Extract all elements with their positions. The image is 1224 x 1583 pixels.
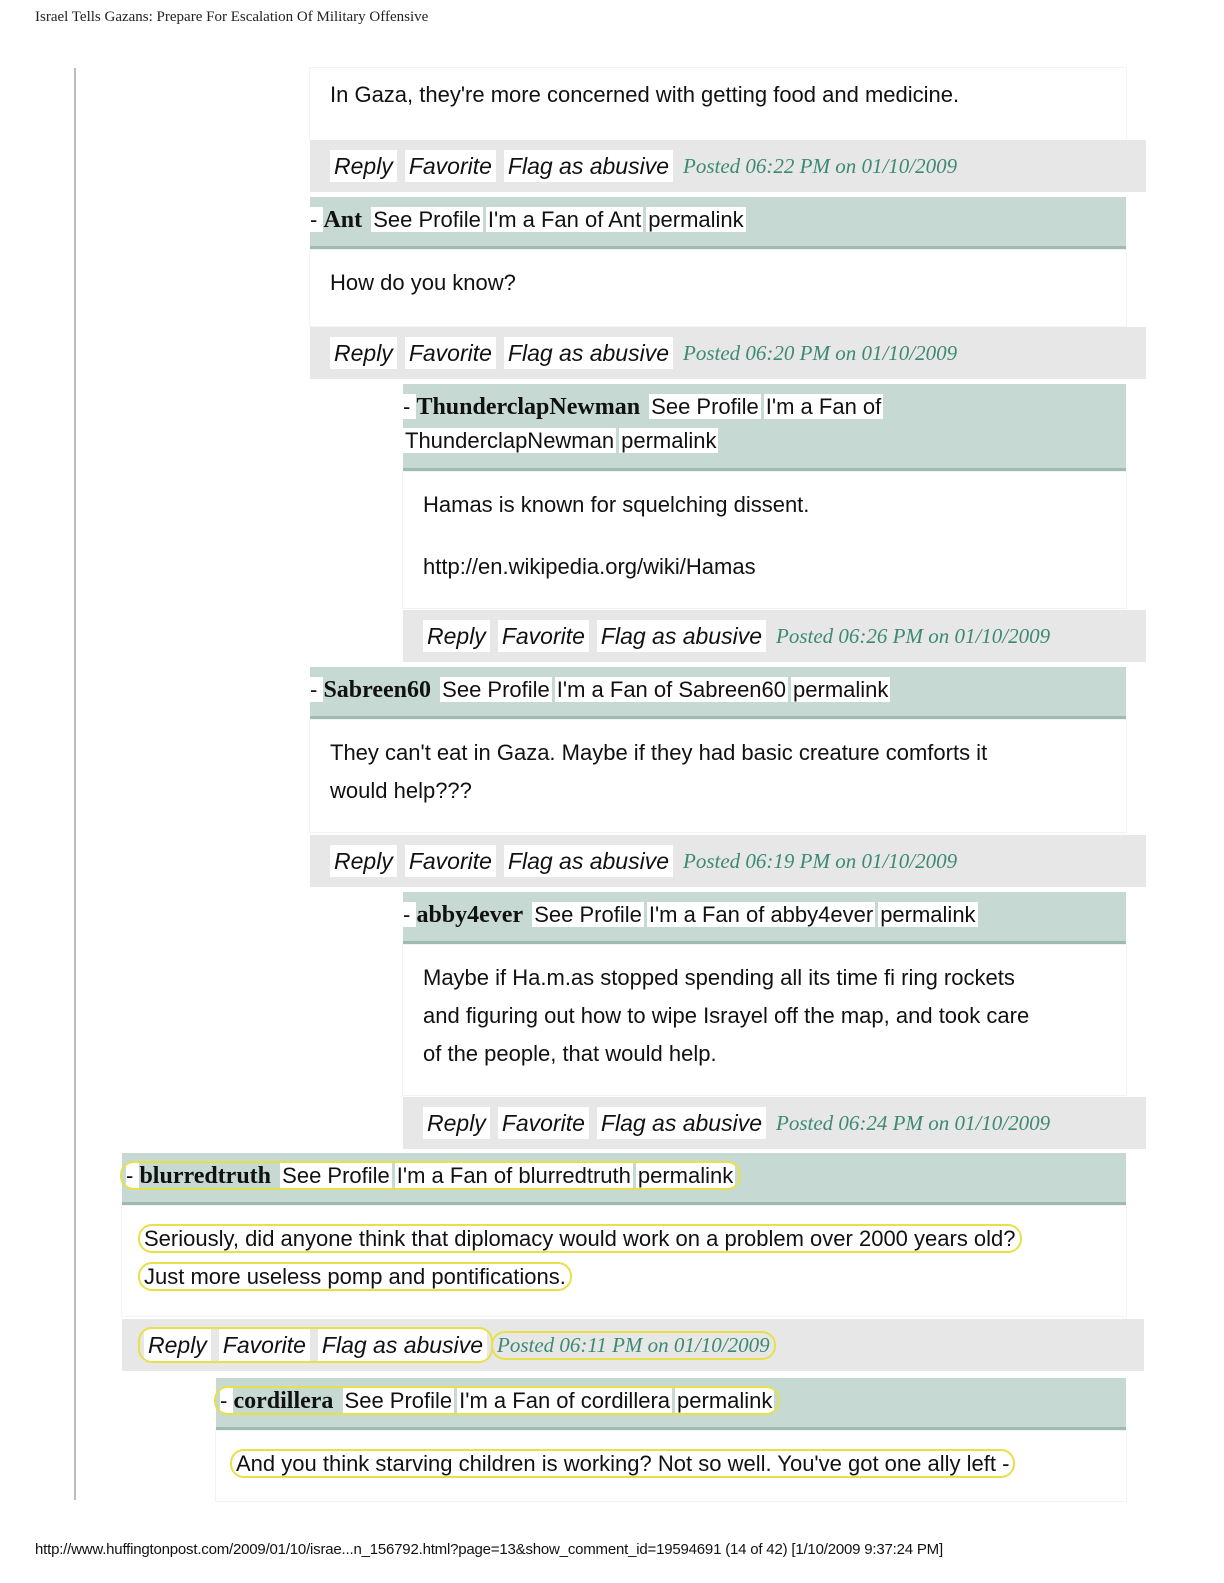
posted-time: Posted 06:26 PM on 01/10/2009 [776,623,1051,648]
comment-body [122,1206,1126,1316]
comment-body [403,945,1126,1095]
flag-button[interactable]: Flag as abusive [504,845,673,877]
permalink[interactable]: permalink [880,902,976,927]
comment-author[interactable]: Sabreen60 [323,677,432,703]
fan-link[interactable]: I'm a Fan of cordillera [459,1388,671,1413]
comment-header: - Ant See Profile I'm a Fan of Ant permalink [310,197,1126,249]
fan-link[interactable]: I'm a Fan of abby4ever [648,902,874,927]
posted-time: Posted 06:19 PM on 01/10/2009 [683,848,958,873]
favorite-button[interactable]: Favorite [498,620,589,652]
posted-time: Posted 06:11 PM on 01/10/2009 [493,1333,774,1358]
comment-author[interactable]: cordillera [233,1388,334,1414]
favorite-button[interactable]: Favorite [219,1329,310,1361]
permalink[interactable]: permalink [637,1163,734,1188]
reply-button[interactable]: Reply [330,150,397,182]
see-profile-link[interactable]: See Profile [651,394,759,419]
comment-actions [403,1097,1146,1149]
favorite-button[interactable]: Favorite [405,150,496,182]
comment-header: - cordillera See Profile I'm a Fan of cordillera permalink [216,1378,1126,1430]
permalink[interactable]: permalink [621,428,717,453]
comment-text: They can't eat in Gaza. Maybe if they had basic creature comforts it [330,740,988,765]
comment-header: - ThunderclapNewman See Profile I'm a Fan of ThunderclapNewman permalink [403,384,1126,471]
comment-body [310,250,1126,326]
flag-button[interactable]: Flag as abusive [318,1329,487,1361]
comment-text: Maybe if Ha.m.as stopped spending all its time fi ring rockets [423,965,1015,990]
flag-button[interactable]: Flag as abusive [597,620,766,652]
footer-url: http://www.huffingtonpost.com/2009/01/10/israe...n_156792.html?page=13&show_comment_id=19594691 (14 of 42) [1/10/2009 9:37:24 PM] [35,1541,943,1558]
comment-body [403,472,1126,608]
comment-author[interactable]: abby4ever [416,902,524,928]
reply-button[interactable]: Reply [423,620,490,652]
comment-actions [403,610,1146,662]
fan-link[interactable]: I'm a Fan of [765,394,882,419]
see-profile-link[interactable]: See Profile [442,677,550,702]
comment-header: - Sabreen60 See Profile I'm a Fan of Sabreen60 permalink [310,667,1126,719]
reply-button[interactable]: Reply [330,337,397,369]
comment-body [310,720,1126,832]
posted-time: Posted 06:22 PM on 01/10/2009 [683,153,958,178]
comment-text: And you think starving children is working? Not so well. You've got one ally left - [232,1451,1013,1476]
fan-link[interactable]: I'm a Fan of blurredtruth [396,1163,631,1188]
comment-actions [310,327,1146,379]
page-title: Israel Tells Gazans: Prepare For Escalation Of Military Offensive [35,9,429,25]
comment-author[interactable]: Ant [323,207,363,233]
comment-body [310,68,1126,140]
comment-actions [310,835,1146,887]
comment-text: Just more useless pomp and pontifications. [140,1264,570,1289]
comment-text: and figuring out how to wipe Israyel off the map, and took care [423,1003,1030,1028]
see-profile-link[interactable]: See Profile [282,1163,390,1188]
flag-button[interactable]: Flag as abusive [504,337,673,369]
comment-text: would help??? [330,778,472,803]
posted-time: Posted 06:20 PM on 01/10/2009 [683,340,958,365]
see-profile-link[interactable]: See Profile [534,902,642,927]
comment-link[interactable]: http://en.wikipedia.org/wiki/Hamas [423,554,756,579]
permalink[interactable]: permalink [677,1388,773,1413]
reply-button[interactable]: Reply [144,1329,211,1361]
favorite-button[interactable]: Favorite [405,337,496,369]
reply-button[interactable]: Reply [423,1107,490,1139]
see-profile-link[interactable]: See Profile [373,207,481,232]
favorite-button[interactable]: Favorite [405,845,496,877]
comment-text: Seriously, did anyone think that diplomacy would work on a problem over 2000 years old? [140,1226,1020,1251]
flag-button[interactable]: Flag as abusive [504,150,673,182]
comment-text: In Gaza, they're more concerned with getting food and medicine. [330,82,960,107]
comment-author[interactable]: blurredtruth [139,1163,272,1189]
permalink[interactable]: permalink [648,207,744,232]
comment-body [216,1431,1126,1501]
fan-link[interactable]: I'm a Fan of Sabreen60 [556,677,787,702]
flag-button[interactable]: Flag as abusive [597,1107,766,1139]
fan-link[interactable]: I'm a Fan of Ant [487,207,642,232]
comment-actions [310,140,1146,192]
comment-text: Hamas is known for squelching dissent. [423,492,810,517]
permalink[interactable]: permalink [793,677,889,702]
comment-header: - abby4ever See Profile I'm a Fan of abby4ever permalink [403,892,1126,944]
comment-author[interactable]: ThunderclapNewman [416,394,641,420]
comment-actions [122,1319,1144,1371]
thread-guide-line [74,68,76,1500]
posted-time: Posted 06:24 PM on 01/10/2009 [776,1110,1051,1135]
reply-button[interactable]: Reply [330,845,397,877]
see-profile-link[interactable]: See Profile [344,1388,453,1413]
fan-link-continued[interactable]: ThunderclapNewman [405,428,615,453]
comment-text: of the people, that would help. [423,1041,717,1066]
comment-header: - blurredtruth See Profile I'm a Fan of blurredtruth permalink [122,1153,1126,1205]
comment-text: How do you know? [330,270,516,295]
favorite-button[interactable]: Favorite [498,1107,589,1139]
